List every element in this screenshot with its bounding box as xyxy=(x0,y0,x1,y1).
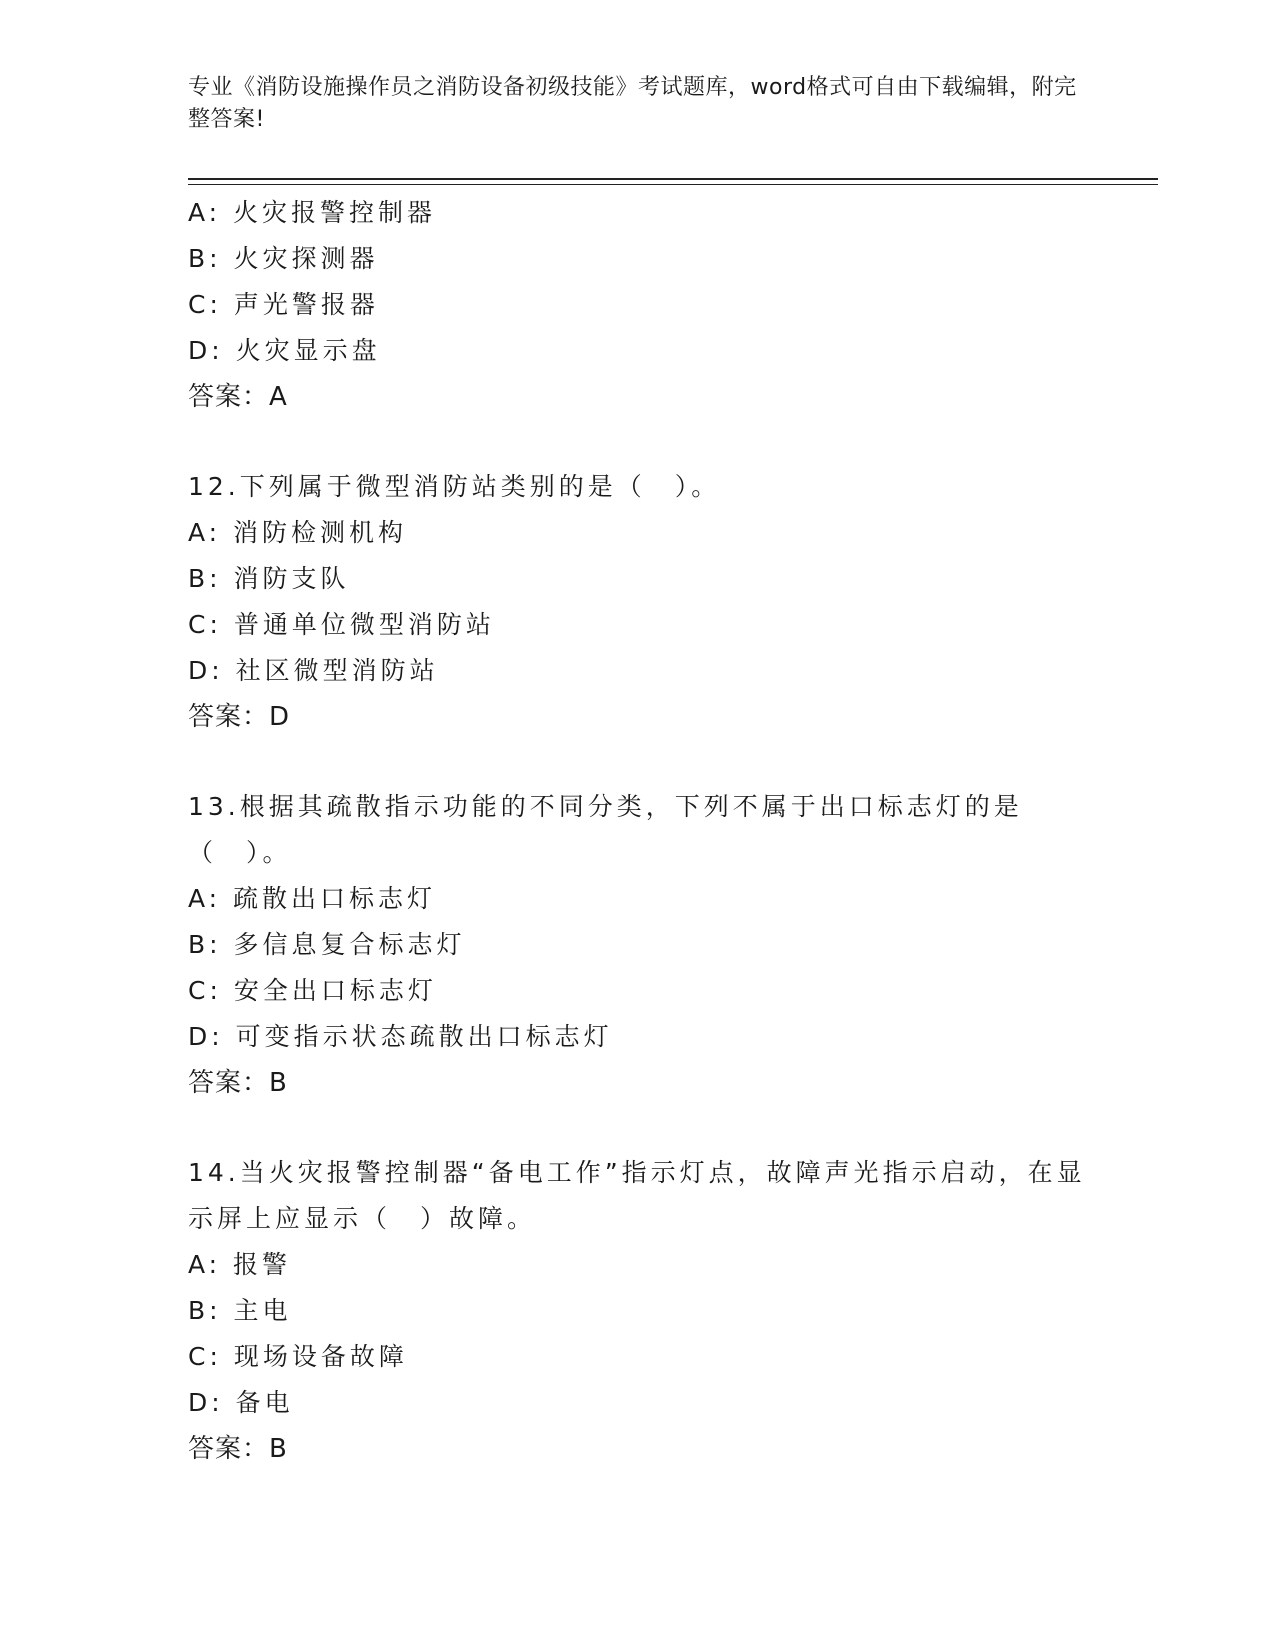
option-a: A: 报警 xyxy=(188,1250,292,1279)
question-stem: 14.当火灾报警控制器“备电工作”指示灯点，故障声光指示启动，在显示屏上应显示（ ）故障。 xyxy=(188,1158,1086,1233)
option-b: B: 消防支队 xyxy=(188,564,350,593)
option-d: D: 备电 xyxy=(188,1388,294,1417)
option-c: C: 现场设备故障 xyxy=(188,1342,408,1371)
answer-line: 答案：B xyxy=(188,1068,288,1098)
question-block-13 xyxy=(188,784,1088,1106)
answer-line: 答案：D xyxy=(188,702,291,732)
document-header: 专业《消防设施操作员之消防设备初级技能》考试题库，word格式可自由下载编辑，附完整答案! xyxy=(188,75,1077,132)
answer-line: 答案：B xyxy=(188,1434,288,1464)
option-b: B: 火灾探测器 xyxy=(188,244,379,273)
answer-line: 答案：A xyxy=(188,382,288,412)
header-divider-thin xyxy=(188,184,1158,185)
option-c: C: 声光警报器 xyxy=(188,290,379,319)
question-list xyxy=(188,190,1088,1472)
question-block-14 xyxy=(188,1150,1088,1472)
option-d: D: 可变指示状态疏散出口标志灯 xyxy=(188,1022,613,1051)
question-block-11 xyxy=(188,190,1088,420)
option-a: A: 疏散出口标志灯 xyxy=(188,884,437,913)
option-c: C: 安全出口标志灯 xyxy=(188,976,437,1005)
option-c: C: 普通单位微型消防站 xyxy=(188,610,495,639)
option-b: B: 主电 xyxy=(188,1296,292,1325)
header-divider xyxy=(188,178,1158,180)
question-stem: 13.根据其疏散指示功能的不同分类，下列不属于出口标志灯的是（ ）。 xyxy=(188,792,1023,867)
option-a: A: 消防检测机构 xyxy=(188,518,408,547)
question-stem: 12.下列属于微型消防站类别的是（ ）。 xyxy=(188,472,721,501)
option-a: A: 火灾报警控制器 xyxy=(188,198,437,227)
question-block-12 xyxy=(188,464,1088,740)
option-d: D: 社区微型消防站 xyxy=(188,656,439,685)
option-d: D: 火灾显示盘 xyxy=(188,336,381,365)
option-b: B: 多信息复合标志灯 xyxy=(188,930,466,959)
